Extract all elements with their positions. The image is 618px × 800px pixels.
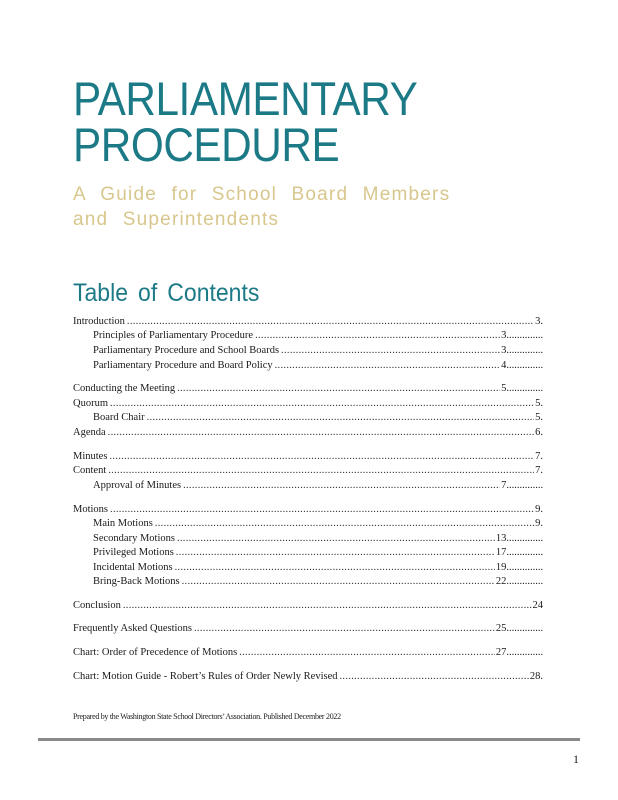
toc-page: 7. [535,451,543,462]
toc-label: Motions [73,504,109,515]
toc-page: 13. [495,533,509,544]
toc-page: 6. [535,427,543,438]
toc-entry-main-motions[interactable] [93,517,543,531]
toc-page: 9. [535,504,543,515]
toc-page: 5. [501,383,509,394]
toc-entry-faq[interactable] [73,622,543,636]
toc-label: Parliamentary Procedure and Board Policy [93,360,273,371]
title-line-2: PROCEDURE [73,118,340,171]
toc-label: Principles of Parliamentary Procedure [93,330,254,341]
toc-entry-introduction[interactable] [73,315,543,329]
toc-label: Introduction [73,316,125,327]
toc-label: Secondary Motions [93,533,175,544]
toc-entry-motion-guide-chart[interactable] [73,670,543,684]
toc-label: Conclusion [73,600,121,611]
toc-page: 3. [535,316,543,327]
toc-entry-content[interactable] [73,464,543,478]
toc-page: 3. [501,345,509,356]
toc-label: Approval of Minutes [93,480,182,491]
toc-label: Content [73,465,107,476]
toc-page: 4. [501,360,509,371]
toc-page: 3. [501,330,509,341]
toc-page: 7. [535,465,543,476]
toc-page: 19. [495,562,509,573]
toc-entry-privileged-motions[interactable] [93,546,543,560]
toc-page: 24 [532,600,543,611]
toc-entry-board-chair[interactable] [93,411,543,425]
toc-entry-agenda[interactable] [73,426,543,440]
toc-page: 25. [495,623,509,634]
toc-label: Privileged Motions [93,547,174,558]
toc-label: Chart: Motion Guide - Robert’s Rules of Order Newly Revised [73,671,338,682]
toc-entry-principles[interactable] [93,329,543,343]
subtitle-line-1: A Guide for School Board Members [73,184,451,205]
toc-page: 22. [495,576,509,587]
document-subtitle [73,182,450,232]
toc-entry-board-policy[interactable] [93,359,543,373]
toc-label: Agenda [73,427,106,438]
toc-page: 7. [501,480,509,491]
toc-label: Board Chair [93,412,145,423]
toc-label: Conducting the Meeting [73,383,176,394]
toc-label: Bring-Back Motions [93,576,180,587]
toc-entry-secondary-motions[interactable] [93,532,543,546]
toc-label: Frequently Asked Questions [73,623,192,634]
toc-label: Quorum [73,398,108,409]
toc-label: Minutes [73,451,108,462]
title-line-1: PARLIAMENTARY [73,72,418,125]
toc-page: 28. [529,671,543,682]
toc-entry-bring-back-motions[interactable] [93,575,543,589]
toc-entry-minutes[interactable] [73,450,543,464]
toc-page: 9. [535,518,543,529]
toc-page: 5. [535,398,543,409]
toc-entry-conclusion[interactable] [73,599,543,613]
toc-entry-conducting-meeting[interactable] [73,382,543,396]
subtitle-line-2: and Superintendents [73,209,280,230]
footer-divider [38,738,580,741]
toc-page: 27. [495,647,509,658]
toc-label: Incidental Motions [93,562,173,573]
document-title [73,72,418,171]
toc-page: 5. [535,412,543,423]
page-number: 1 [573,752,579,766]
toc-entry-incidental-motions[interactable] [93,561,543,575]
toc-entry-motions[interactable] [73,503,543,517]
toc-label: Main Motions [93,518,153,529]
toc-heading: Table of Contents [73,279,260,307]
footer-note: Prepared by the Washington State School Directors’ Association. Published December 2022 [73,712,341,721]
toc-page: 17. [495,547,509,558]
toc-entry-approval-of-minutes[interactable] [93,479,543,493]
toc-entry-precedence-chart[interactable] [73,646,543,660]
toc-label: Parliamentary Procedure and School Boards [93,345,280,356]
toc-entry-school-boards[interactable] [93,344,543,358]
toc-label: Chart: Order of Precedence of Motions [73,647,238,658]
toc-entry-quorum[interactable] [73,397,543,411]
